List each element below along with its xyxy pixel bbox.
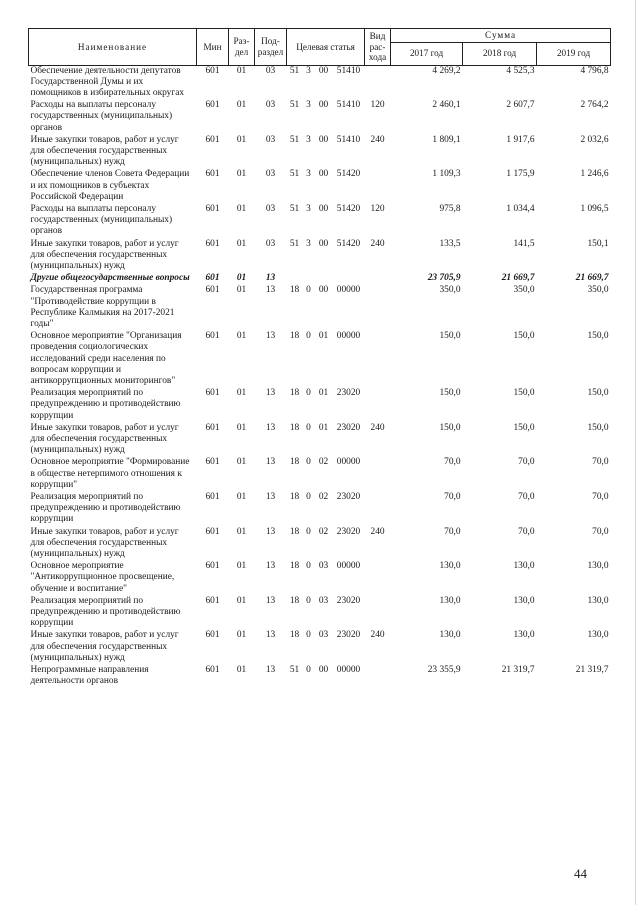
cell-razdel: 01 xyxy=(236,422,247,433)
cell-sum-2019: 1 246,6 xyxy=(580,169,609,180)
cell-sum-2018: 1 034,4 xyxy=(506,203,535,214)
header-vid: Вид рас-хода xyxy=(365,29,391,66)
cell-podrazdel: 13 xyxy=(265,665,276,676)
cell-name: Основное мероприятие "Организация проведения социологических исследований среди населения по вопросам коррупции и антикоррупционных мониторингов" xyxy=(30,331,182,386)
cell-podrazdel: 03 xyxy=(265,238,276,249)
cell-sum-2018: 150,0 xyxy=(513,422,535,433)
table-body xyxy=(29,65,611,688)
cell-podrazdel: 13 xyxy=(265,285,276,296)
cell-vid xyxy=(365,596,391,631)
table-row xyxy=(29,331,611,388)
cell-razdel: 01 xyxy=(236,203,247,214)
cell-target-subprogram: 3 xyxy=(306,169,311,180)
cell-vid xyxy=(365,169,391,204)
header-podrazdel: Под-раздел xyxy=(255,29,287,66)
cell-vid xyxy=(365,388,391,423)
cell-target-subprogram: 0 xyxy=(306,422,311,433)
cell-razdel: 01 xyxy=(236,457,247,468)
cell-name: Другие общегосударственные вопросы xyxy=(30,273,190,284)
cell-target-program: 18 xyxy=(289,285,300,296)
table-row xyxy=(29,285,611,331)
cell-razdel: 01 xyxy=(236,595,247,606)
cell-sum-2018: 21 669,7 xyxy=(501,273,535,284)
cell-target-subprogram: 3 xyxy=(306,100,311,111)
cell-min: 601 xyxy=(205,665,220,676)
cell-min: 601 xyxy=(205,134,220,145)
cell-target-program: 51 xyxy=(289,203,300,214)
cell-sum-2018: 70,0 xyxy=(518,457,535,468)
cell-sum-2017: 23 355,9 xyxy=(427,665,461,676)
cell-target-program: 51 xyxy=(289,169,300,180)
cell-sum-2017: 1 109,3 xyxy=(432,169,461,180)
cell-sum-2017: 133,5 xyxy=(439,238,461,249)
cell-target-event: 00 xyxy=(318,238,329,249)
cell-target-program: 18 xyxy=(289,561,300,572)
cell-sum-2018: 70,0 xyxy=(518,492,535,503)
cell-sum-2019: 150,1 xyxy=(587,238,609,249)
cell-min: 601 xyxy=(205,331,220,342)
cell-target-event: 02 xyxy=(318,526,329,537)
cell-target-subprogram: 0 xyxy=(306,285,311,296)
header-name: Наименование xyxy=(29,29,197,66)
cell-sum-2018: 2 607,7 xyxy=(506,100,535,111)
cell-min: 601 xyxy=(205,285,220,296)
cell-min: 601 xyxy=(205,388,220,399)
cell-vid: 240 xyxy=(370,422,385,433)
cell-target-direction: 00000 xyxy=(336,561,361,572)
table-row xyxy=(29,239,611,274)
cell-name: Иные закупки товаров, работ и услуг для обеспечения государственных (муниципальных) нужд xyxy=(30,422,179,456)
cell-sum-2019: 70,0 xyxy=(592,526,609,537)
cell-sum-2019: 150,0 xyxy=(587,422,609,433)
cell-sum-2017: 23 705,9 xyxy=(427,273,461,284)
cell-vid xyxy=(365,65,391,100)
cell-sum-2017: 350,0 xyxy=(439,285,461,296)
cell-razdel: 01 xyxy=(236,492,247,503)
cell-podrazdel: 13 xyxy=(265,526,276,537)
cell-sum-2019: 130,0 xyxy=(587,561,609,572)
cell-target-direction: 51410 xyxy=(336,100,361,111)
cell-target-direction: 51410 xyxy=(336,65,361,76)
cell-target-direction: 51410 xyxy=(336,134,361,145)
cell-name: Реализация мероприятий по предупреждению и противодействию коррупции xyxy=(30,492,181,525)
cell-target-subprogram: 0 xyxy=(306,331,311,342)
cell-razdel: 01 xyxy=(236,238,247,249)
cell-target-event: 00 xyxy=(318,65,329,76)
cell-target-event: 01 xyxy=(318,388,329,399)
table-row xyxy=(29,65,611,100)
cell-min: 601 xyxy=(205,526,220,537)
cell-target-direction: 00000 xyxy=(336,665,361,676)
cell-target-subprogram: 0 xyxy=(306,526,311,537)
cell-min: 601 xyxy=(205,630,220,641)
cell-name: Основное мероприятие "Антикоррупционное просвещение, обучение и воспитание" xyxy=(30,561,175,594)
header-year-2018: 2018 год xyxy=(463,42,537,65)
cell-vid xyxy=(365,457,391,492)
cell-vid: 240 xyxy=(370,630,385,641)
cell-target-subprogram: 3 xyxy=(306,65,311,76)
cell-target-event: 00 xyxy=(318,100,329,111)
table-row xyxy=(29,100,611,135)
cell-sum-2018: 21 319,7 xyxy=(501,665,535,676)
cell-podrazdel: 13 xyxy=(265,388,276,399)
cell-sum-2018: 350,0 xyxy=(513,285,535,296)
table-row xyxy=(29,204,611,239)
cell-target-program xyxy=(287,273,303,285)
cell-podrazdel: 03 xyxy=(265,134,276,145)
table-row xyxy=(29,561,611,596)
cell-sum-2019: 150,0 xyxy=(587,331,609,342)
cell-target-program: 51 xyxy=(289,238,300,249)
cell-sum-2019: 70,0 xyxy=(592,492,609,503)
cell-vid xyxy=(365,492,391,527)
header-razdel: Раз-дел xyxy=(229,29,255,66)
cell-razdel: 01 xyxy=(236,561,247,572)
cell-target-event: 00 xyxy=(318,169,329,180)
cell-vid: 240 xyxy=(370,238,385,249)
cell-vid xyxy=(365,331,391,388)
cell-podrazdel: 13 xyxy=(265,273,276,284)
cell-min: 601 xyxy=(205,595,220,606)
cell-razdel: 01 xyxy=(236,388,247,399)
cell-target-event: 03 xyxy=(318,595,329,606)
cell-target-event xyxy=(315,273,333,285)
cell-target-direction: 23020 xyxy=(336,422,361,433)
cell-min: 601 xyxy=(205,65,220,76)
cell-sum-2019: 1 096,5 xyxy=(580,203,609,214)
cell-target-program: 18 xyxy=(289,422,300,433)
cell-razdel: 01 xyxy=(236,630,247,641)
cell-vid xyxy=(365,285,391,331)
cell-razdel: 01 xyxy=(236,100,247,111)
cell-podrazdel: 13 xyxy=(265,422,276,433)
cell-name: Реализация мероприятий по предупреждению и противодействию коррупции xyxy=(30,595,181,629)
table-row xyxy=(29,630,611,665)
cell-target-event: 00 xyxy=(318,203,329,214)
cell-vid xyxy=(365,561,391,596)
cell-target-program: 18 xyxy=(289,526,300,537)
cell-sum-2017: 150,0 xyxy=(439,422,461,433)
cell-name: Реализация мероприятий по предупреждению и противодействию коррупции xyxy=(30,388,181,421)
cell-sum-2018: 1 175,9 xyxy=(506,169,535,180)
cell-sum-2019: 70,0 xyxy=(592,457,609,468)
cell-target-subprogram: 0 xyxy=(306,457,311,468)
cell-target-program: 18 xyxy=(289,630,300,641)
cell-target-subprogram xyxy=(303,273,315,285)
table-row xyxy=(29,169,611,204)
budget-table xyxy=(28,28,611,688)
table-header xyxy=(29,29,611,66)
cell-vid xyxy=(365,273,391,285)
cell-sum-2017: 4 269,2 xyxy=(432,65,461,76)
cell-sum-2017: 130,0 xyxy=(439,561,461,572)
cell-target-direction: 23020 xyxy=(336,630,361,641)
cell-min: 601 xyxy=(205,273,220,284)
cell-target-direction: 00000 xyxy=(336,331,361,342)
cell-sum-2017: 2 460,1 xyxy=(432,100,461,111)
cell-podrazdel: 03 xyxy=(265,169,276,180)
cell-target-event: 01 xyxy=(318,422,329,433)
cell-target-direction: 23020 xyxy=(336,388,361,399)
table-row xyxy=(29,596,611,631)
cell-target-event: 01 xyxy=(318,331,329,342)
cell-min: 601 xyxy=(205,238,220,249)
cell-min: 601 xyxy=(205,561,220,572)
cell-target-subprogram: 3 xyxy=(306,134,311,145)
cell-target-subprogram: 0 xyxy=(306,630,311,641)
cell-target-subprogram: 3 xyxy=(306,203,311,214)
cell-podrazdel: 03 xyxy=(265,65,276,76)
header-min: Мин xyxy=(197,29,229,66)
table-row xyxy=(29,388,611,423)
cell-min: 601 xyxy=(205,422,220,433)
table-row xyxy=(29,423,611,458)
cell-sum-2018: 70,0 xyxy=(518,526,535,537)
cell-target-direction: 00000 xyxy=(336,285,361,296)
cell-target-direction: 23020 xyxy=(336,595,361,606)
cell-target-event: 00 xyxy=(318,285,329,296)
cell-target-event: 02 xyxy=(318,492,329,503)
cell-target-program: 18 xyxy=(289,492,300,503)
cell-target-program: 51 xyxy=(289,65,300,76)
cell-sum-2018: 150,0 xyxy=(513,388,535,399)
cell-target-subprogram: 0 xyxy=(306,665,311,676)
cell-sum-2018: 130,0 xyxy=(513,561,535,572)
cell-podrazdel: 13 xyxy=(265,561,276,572)
cell-min: 601 xyxy=(205,457,220,468)
cell-sum-2017: 70,0 xyxy=(444,492,461,503)
cell-sum-2019: 4 796,8 xyxy=(580,65,609,76)
cell-sum-2018: 150,0 xyxy=(513,331,535,342)
cell-name: Государственная программа "Противодействие коррупции в Республике Калмыкия на 2017-2021 годы" xyxy=(30,285,175,329)
cell-min: 601 xyxy=(205,203,220,214)
table-row xyxy=(29,527,611,562)
cell-sum-2019: 130,0 xyxy=(587,595,609,606)
cell-min: 601 xyxy=(205,100,220,111)
table-row xyxy=(29,665,611,688)
page-number: 44 xyxy=(574,866,587,881)
cell-razdel: 01 xyxy=(236,169,247,180)
cell-target-subprogram: 3 xyxy=(306,238,311,249)
cell-target-direction: 51420 xyxy=(336,203,361,214)
cell-sum-2019: 21 669,7 xyxy=(575,273,609,284)
cell-target-direction xyxy=(333,273,365,285)
cell-sum-2019: 130,0 xyxy=(587,630,609,641)
cell-sum-2017: 130,0 xyxy=(439,630,461,641)
cell-name: Иные закупки товаров, работ и услуг для обеспечения государственных (муниципальных) нужд xyxy=(30,630,179,663)
scan-edge-line xyxy=(635,0,636,905)
cell-sum-2019: 2 764,2 xyxy=(580,100,609,111)
cell-vid: 240 xyxy=(370,134,385,145)
cell-sum-2017: 1 809,1 xyxy=(432,134,461,145)
cell-razdel: 01 xyxy=(236,285,247,296)
cell-target-direction: 00000 xyxy=(336,457,361,468)
cell-podrazdel: 03 xyxy=(265,100,276,111)
cell-razdel: 01 xyxy=(236,526,247,537)
cell-target-subprogram: 0 xyxy=(306,492,311,503)
cell-podrazdel: 13 xyxy=(265,331,276,342)
cell-vid: 120 xyxy=(370,100,385,111)
cell-target-direction: 51420 xyxy=(336,169,361,180)
cell-target-event: 00 xyxy=(318,665,329,676)
cell-sum-2019: 150,0 xyxy=(587,388,609,399)
cell-razdel: 01 xyxy=(236,331,247,342)
header-year-2019: 2019 год xyxy=(537,42,611,65)
cell-target-program: 51 xyxy=(289,665,300,676)
cell-name: Иные закупки товаров, работ и услуг для обеспечения государственных (муниципальных) нужд xyxy=(30,238,179,271)
cell-razdel: 01 xyxy=(236,65,247,76)
cell-razdel: 01 xyxy=(236,665,247,676)
cell-target-subprogram: 0 xyxy=(306,388,311,399)
cell-sum-2017: 150,0 xyxy=(439,331,461,342)
cell-podrazdel: 13 xyxy=(265,595,276,606)
cell-name: Непрограммные направления деятельности органов xyxy=(30,665,149,687)
cell-sum-2018: 130,0 xyxy=(513,630,535,641)
cell-target-subprogram: 0 xyxy=(306,595,311,606)
cell-name: Иные закупки товаров, работ и услуг для обеспечения государственных (муниципальных) нужд xyxy=(30,526,179,560)
cell-vid: 120 xyxy=(370,203,385,214)
cell-name: Расходы на выплаты персоналу государственных (муниципальных) органов xyxy=(30,203,173,237)
cell-podrazdel: 13 xyxy=(265,630,276,641)
cell-target-program: 18 xyxy=(289,595,300,606)
cell-sum-2018: 4 525,3 xyxy=(506,65,535,76)
header-target: Целевая статья xyxy=(287,29,365,66)
cell-target-direction: 51420 xyxy=(336,238,361,249)
cell-podrazdel: 13 xyxy=(265,457,276,468)
cell-sum-2019: 350,0 xyxy=(587,285,609,296)
cell-target-program: 18 xyxy=(289,331,300,342)
cell-name: Расходы на выплаты персоналу государственных (муниципальных) органов xyxy=(30,100,173,133)
cell-target-program: 51 xyxy=(289,134,300,145)
cell-podrazdel: 03 xyxy=(265,203,276,214)
table-row xyxy=(29,492,611,527)
cell-name: Основное мероприятие "Формирование в обществе нетерпимого отношения к коррупции" xyxy=(30,457,190,490)
cell-name: Обеспечение членов Совета Федерации и их помощников в субъектах Российской Федерации xyxy=(30,169,190,202)
cell-vid xyxy=(365,665,391,688)
cell-sum-2017: 70,0 xyxy=(444,526,461,537)
cell-target-event: 03 xyxy=(318,630,329,641)
cell-sum-2018: 141,5 xyxy=(513,238,535,249)
cell-min: 601 xyxy=(205,169,220,180)
cell-target-direction: 23020 xyxy=(336,492,361,503)
cell-min: 601 xyxy=(205,492,220,503)
cell-target-subprogram: 0 xyxy=(306,561,311,572)
cell-sum-2019: 2 032,6 xyxy=(580,134,609,145)
cell-name: Обеспечение деятельности депутатов Государственной Думы и их помощников в избирательных округах xyxy=(30,65,185,98)
cell-sum-2017: 975,8 xyxy=(439,203,461,214)
cell-target-program: 51 xyxy=(289,100,300,111)
cell-sum-2018: 1 917,6 xyxy=(506,134,535,145)
section-row xyxy=(29,273,611,285)
table-row xyxy=(29,135,611,170)
cell-sum-2017: 150,0 xyxy=(439,388,461,399)
cell-sum-2017: 130,0 xyxy=(439,595,461,606)
cell-target-program: 18 xyxy=(289,457,300,468)
cell-razdel: 01 xyxy=(236,273,247,284)
cell-target-program: 18 xyxy=(289,388,300,399)
cell-name: Иные закупки товаров, работ и услуг для обеспечения государственных (муниципальных) нужд xyxy=(30,134,179,168)
table-row xyxy=(29,457,611,492)
cell-target-event: 00 xyxy=(318,134,329,145)
header-sum: Сумма xyxy=(391,29,611,43)
cell-target-event: 03 xyxy=(318,561,329,572)
cell-target-direction: 23020 xyxy=(336,526,361,537)
cell-sum-2018: 130,0 xyxy=(513,595,535,606)
cell-sum-2017: 70,0 xyxy=(444,457,461,468)
cell-podrazdel: 13 xyxy=(265,492,276,503)
cell-target-event: 02 xyxy=(318,457,329,468)
cell-sum-2019: 21 319,7 xyxy=(575,665,609,676)
cell-razdel: 01 xyxy=(236,134,247,145)
cell-vid: 240 xyxy=(370,526,385,537)
header-year-2017: 2017 год xyxy=(391,42,463,65)
